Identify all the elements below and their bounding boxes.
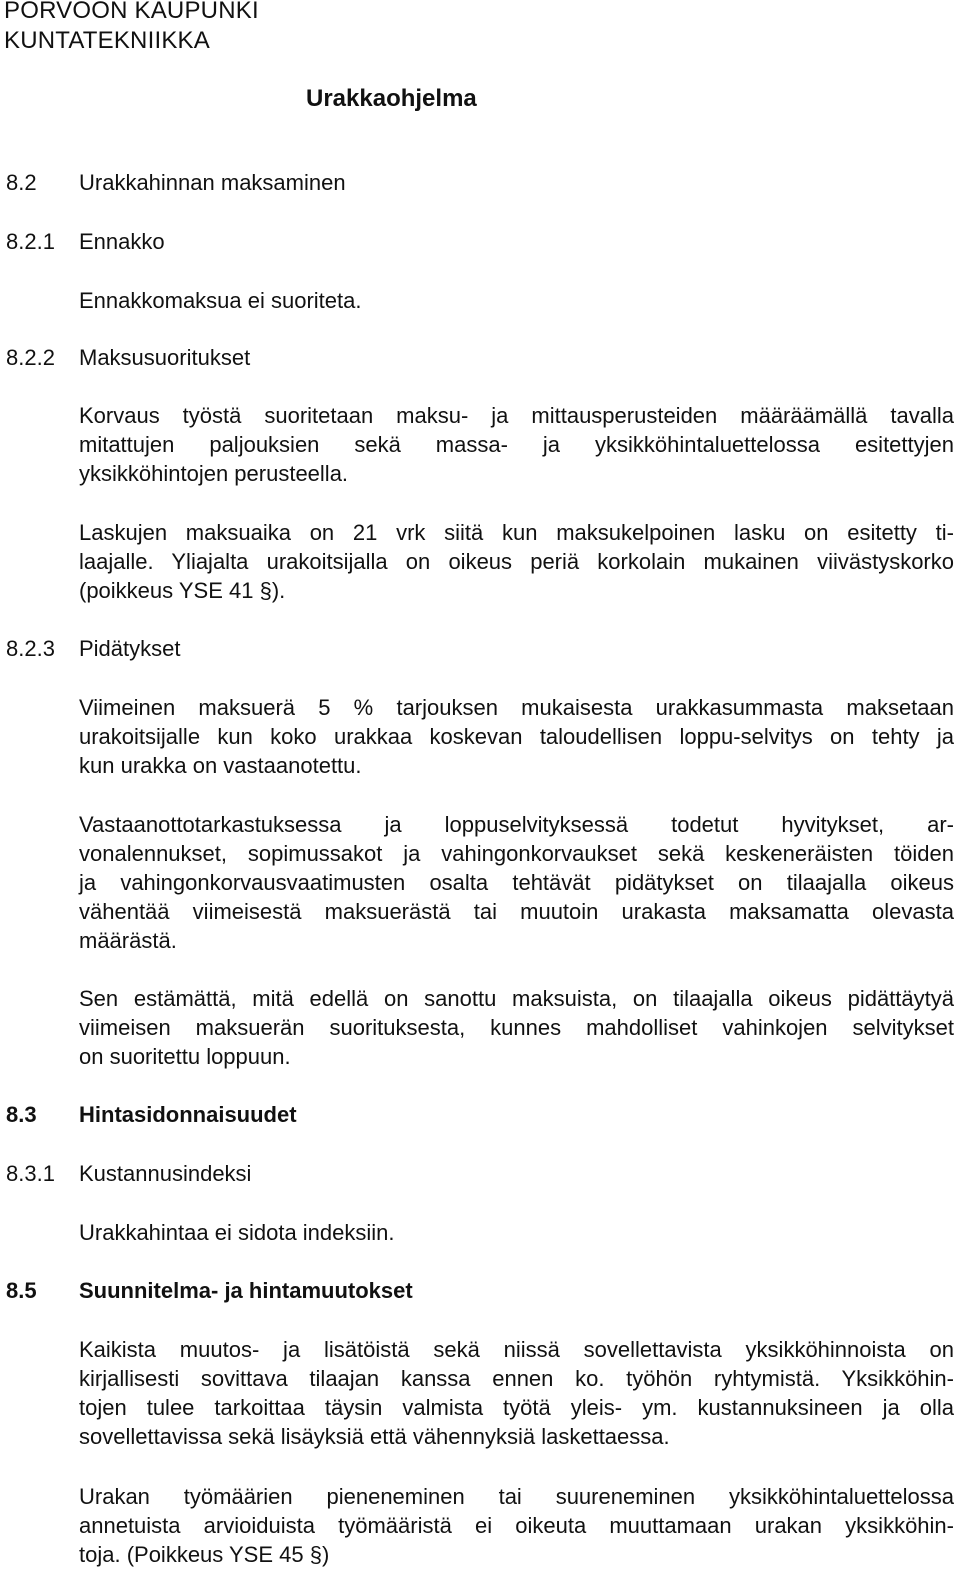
paragraph-line: toja. (Poikkeus YSE 45 §) — [79, 1542, 330, 1567]
section-number: 8.3 — [6, 1102, 37, 1127]
paragraph-line: tojen tulee tarkoittaa täysin valmista työtä yleis- ym. kustannuksineen ja olla — [79, 1395, 954, 1420]
paragraph-line: Kaikista muutos- ja lisätöistä sekä niissä sovellettavista yksikköhinnoista on — [79, 1337, 954, 1362]
section-number: 8.2.2 — [6, 345, 55, 370]
paragraph-line: määrästä. — [79, 928, 177, 953]
organization-header — [4, 0, 259, 56]
paragraph-line: vähentää viimeisestä maksuerästä tai muutoin urakasta maksamatta olevasta — [79, 899, 954, 924]
section-title: Hintasidonnaisuudet — [79, 1102, 297, 1127]
org-department: KUNTATEKNIIKKA — [4, 27, 210, 54]
paragraph — [79, 286, 954, 315]
paragraph-line: sovellettavissa sekä lisäyksiä että vähennyksiä laskettaessa. — [79, 1424, 670, 1449]
paragraph-line: kun urakka on vastaanotettu. — [79, 753, 362, 778]
paragraph — [79, 401, 954, 488]
paragraph — [79, 693, 954, 780]
section-number: 8.3.1 — [6, 1161, 55, 1186]
paragraph — [79, 518, 954, 605]
paragraph-line: kirjallisesti sovittava tilaajan kanssa ennen ko. työhön ryhtymistä. Yksikköhin- — [79, 1366, 954, 1391]
section-title: Urakkahinnan maksaminen — [79, 170, 346, 195]
section-title: Maksusuoritukset — [79, 345, 251, 370]
paragraph — [79, 1482, 954, 1569]
document-title: Urakkaohjelma — [306, 85, 477, 112]
paragraph-line: laajalle. Yliajalta urakoitsijalla on oikeus periä korkolain mukainen viivästyskorko — [79, 549, 954, 574]
section-title: Ennakko — [79, 229, 165, 254]
section-title: Kustannusindeksi — [79, 1161, 252, 1186]
paragraph-line: Sen estämättä, mitä edellä on sanottu maksuista, on tilaajalla oikeus pidättäytyä — [79, 986, 954, 1011]
section-number: 8.2 — [6, 170, 37, 195]
paragraph — [79, 1218, 954, 1247]
paragraph — [79, 984, 954, 1071]
org-name: PORVOON KAUPUNKI — [4, 0, 259, 24]
paragraph-line: viimeisen maksuerän suorituksesta, kunnes mahdolliset vahinkojen selvitykset — [79, 1015, 954, 1040]
paragraph-line: (poikkeus YSE 41 §). — [79, 578, 286, 603]
section-number: 8.2.1 — [6, 229, 55, 254]
paragraph-line: Korvaus työstä suoritetaan maksu- ja mittausperusteiden määräämällä tavalla — [79, 403, 954, 428]
paragraph-line: ja vahingonkorvausvaatimusten osalta tehtävät pidätykset on tilaajalla oikeus — [79, 870, 954, 895]
paragraph-line: Ennakkomaksua ei suoriteta. — [79, 288, 362, 313]
section-number: 8.5 — [6, 1278, 37, 1303]
paragraph — [79, 810, 954, 955]
paragraph — [79, 1335, 954, 1451]
paragraph-line: Urakan työmäärien pieneneminen tai suureneminen yksikköhintaluettelossa — [79, 1484, 954, 1509]
section-title: Pidätykset — [79, 636, 181, 661]
paragraph-line: Urakkahintaa ei sidota indeksiin. — [79, 1220, 395, 1245]
paragraph-line: Vastaanottotarkastuksessa ja loppuselvityksessä todetut hyvitykset, ar- — [79, 812, 954, 837]
section-title: Suunnitelma- ja hintamuutokset — [79, 1278, 413, 1303]
section-number: 8.2.3 — [6, 636, 55, 661]
paragraph-line: Viimeinen maksuerä 5 % tarjouksen mukaisesta urakkasummasta maksetaan — [79, 695, 954, 720]
paragraph-line: on suoritettu loppuun. — [79, 1044, 291, 1069]
paragraph-line: annetuista arvioiduista työmääristä ei oikeuta muuttamaan urakan yksikköhin- — [79, 1513, 954, 1538]
paragraph-line: Laskujen maksuaika on 21 vrk siitä kun maksukelpoinen lasku on esitetty ti- — [79, 520, 954, 545]
paragraph-line: vonalennukset, sopimussakot ja vahingonkorvaukset sekä keskeneräisten töiden — [79, 841, 954, 866]
paragraph-line: urakoitsijalle kun koko urakkaa koskevan taloudellisen loppu-selvitys on tehty ja — [79, 724, 954, 749]
paragraph-line: mitattujen paljouksien sekä massa- ja yksikköhintaluettelossa esitettyjen — [79, 432, 954, 457]
paragraph-line: yksikköhintojen perusteella. — [79, 461, 349, 486]
